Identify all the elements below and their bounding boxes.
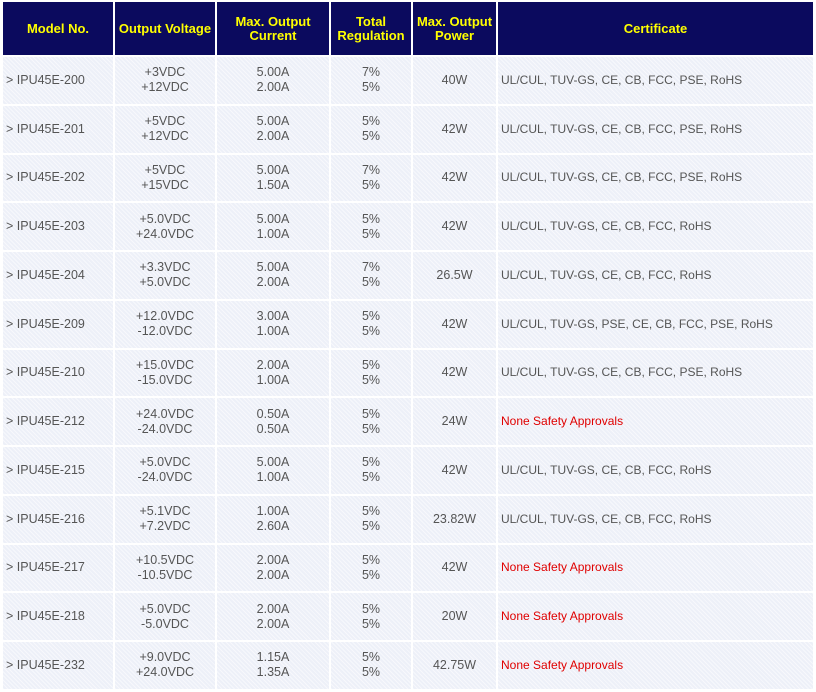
table-row (3, 350, 813, 397)
table-row (3, 301, 813, 348)
certificate-cell: UL/CUL, TUV-GS, CE, CB, FCC, RoHS (498, 252, 813, 299)
voltage-value-1: +5VDC (144, 162, 186, 177)
voltage-value-2: +12VDC (141, 80, 189, 95)
header-current-line-2: Current (249, 27, 297, 43)
header-row (3, 2, 813, 55)
regulation-value-1: 7% (361, 260, 381, 275)
voltage-value-2: +7.2VDC (139, 519, 191, 534)
model-link[interactable]: > IPU45E-216 (3, 496, 113, 543)
output-voltage-cell (115, 398, 215, 445)
header-max-output-power (413, 2, 496, 55)
output-power-cell: 42W (413, 106, 496, 153)
voltage-value-1: +10.5VDC (135, 552, 195, 567)
output-power-cell: 42W (413, 155, 496, 202)
voltage-value-2: -15.0VDC (137, 372, 193, 387)
voltage-value-1: +15.0VDC (135, 357, 195, 372)
current-value-1: 2.00A (256, 357, 290, 372)
certificate-cell: None Safety Approvals (498, 545, 813, 592)
certificate-cell: UL/CUL, TUV-GS, CE, CB, FCC, RoHS (498, 203, 813, 250)
regulation-value-1: 5% (361, 211, 381, 226)
output-voltage-cell (115, 447, 215, 494)
regulation-cell (331, 57, 411, 104)
regulation-value-2: 5% (361, 275, 381, 290)
model-link[interactable]: > IPU45E-215 (3, 447, 113, 494)
current-value-2: 2.00A (256, 275, 290, 290)
model-link[interactable]: > IPU45E-203 (3, 203, 113, 250)
voltage-value-1: +3VDC (144, 65, 186, 80)
current-value-1: 3.00A (256, 309, 290, 324)
current-value-1: 2.00A (256, 552, 290, 567)
regulation-cell (331, 155, 411, 202)
regulation-value-2: 5% (361, 226, 381, 241)
regulation-cell (331, 398, 411, 445)
output-power-cell: 40W (413, 57, 496, 104)
output-power-cell: 42.75W (413, 642, 496, 689)
current-value-2: 2.00A (256, 567, 290, 582)
regulation-value-2: 5% (361, 616, 381, 631)
output-power-cell: 42W (413, 301, 496, 348)
regulation-cell (331, 350, 411, 397)
header-regulation-line-2: Regulation (337, 27, 405, 43)
output-voltage-cell (115, 57, 215, 104)
current-value-2: 1.00A (256, 470, 290, 485)
certificate-cell: UL/CUL, TUV-GS, CE, CB, FCC, PSE, RoHS (498, 106, 813, 153)
output-current-cell (217, 203, 329, 250)
table-row (3, 545, 813, 592)
output-power-cell: 42W (413, 350, 496, 397)
voltage-value-1: +5.1VDC (139, 504, 191, 519)
current-value-1: 1.15A (256, 650, 290, 665)
model-link[interactable]: > IPU45E-218 (3, 593, 113, 640)
voltage-value-2: -24.0VDC (137, 421, 193, 436)
regulation-value-1: 5% (361, 114, 381, 129)
output-power-cell: 24W (413, 398, 496, 445)
regulation-value-1: 5% (361, 357, 381, 372)
current-value-1: 5.00A (256, 211, 290, 226)
output-voltage-cell (115, 301, 215, 348)
table-row (3, 593, 813, 640)
output-current-cell (217, 350, 329, 397)
voltage-value-1: +9.0VDC (139, 650, 191, 665)
output-current-cell (217, 155, 329, 202)
output-power-cell: 26.5W (413, 252, 496, 299)
output-current-cell (217, 545, 329, 592)
output-current-cell (217, 57, 329, 104)
output-voltage-cell (115, 496, 215, 543)
regulation-value-2: 5% (361, 372, 381, 387)
regulation-value-1: 5% (361, 455, 381, 470)
voltage-value-2: -5.0VDC (141, 616, 189, 631)
output-voltage-cell (115, 350, 215, 397)
regulation-cell (331, 203, 411, 250)
model-link[interactable]: > IPU45E-232 (3, 642, 113, 689)
header-max-output-current (217, 2, 329, 55)
model-link[interactable]: > IPU45E-204 (3, 252, 113, 299)
output-power-cell: 23.82W (413, 496, 496, 543)
current-value-2: 1.00A (256, 226, 290, 241)
table-row (3, 398, 813, 445)
header-power-line-1: Max. Output (416, 13, 493, 29)
table-row (3, 447, 813, 494)
table-row (3, 155, 813, 202)
header-certificate: Certificate (498, 2, 813, 55)
header-total-regulation (331, 2, 411, 55)
model-link[interactable]: > IPU45E-217 (3, 545, 113, 592)
regulation-value-1: 7% (361, 65, 381, 80)
table-row (3, 57, 813, 104)
output-current-cell (217, 642, 329, 689)
voltage-value-1: +5VDC (144, 114, 186, 129)
regulation-value-2: 5% (361, 567, 381, 582)
output-current-cell (217, 593, 329, 640)
certificate-cell: UL/CUL, TUV-GS, CE, CB, FCC, PSE, RoHS (498, 350, 813, 397)
certificate-cell: UL/CUL, TUV-GS, CE, CB, FCC, PSE, RoHS (498, 57, 813, 104)
current-value-2: 1.00A (256, 324, 290, 339)
regulation-value-2: 5% (361, 80, 381, 95)
model-link[interactable]: > IPU45E-210 (3, 350, 113, 397)
model-link[interactable]: > IPU45E-200 (3, 57, 113, 104)
current-value-1: 5.00A (256, 65, 290, 80)
voltage-value-1: +3.3VDC (139, 260, 191, 275)
regulation-value-1: 5% (361, 601, 381, 616)
current-value-2: 1.35A (256, 665, 290, 680)
regulation-value-1: 5% (361, 552, 381, 567)
output-current-cell (217, 106, 329, 153)
current-value-1: 2.00A (256, 601, 290, 616)
regulation-cell (331, 496, 411, 543)
current-value-1: 5.00A (256, 260, 290, 275)
model-link[interactable]: > IPU45E-209 (3, 301, 113, 348)
table-row (3, 106, 813, 153)
voltage-value-1: +5.0VDC (139, 211, 191, 226)
table-row (3, 642, 813, 689)
regulation-cell (331, 252, 411, 299)
voltage-value-1: +12.0VDC (135, 309, 195, 324)
output-power-cell: 42W (413, 447, 496, 494)
table-row (3, 496, 813, 543)
voltage-value-1: +5.0VDC (139, 455, 191, 470)
current-value-1: 0.50A (256, 406, 290, 421)
regulation-value-1: 5% (361, 504, 381, 519)
current-value-1: 5.00A (256, 162, 290, 177)
output-power-cell: 20W (413, 593, 496, 640)
voltage-value-2: -10.5VDC (137, 567, 193, 582)
certificate-cell: UL/CUL, TUV-GS, CE, CB, FCC, RoHS (498, 496, 813, 543)
output-voltage-cell (115, 252, 215, 299)
current-value-2: 2.00A (256, 129, 290, 144)
header-model-no: Model No. (3, 2, 113, 55)
certificate-cell: UL/CUL, TUV-GS, PSE, CE, CB, FCC, PSE, RoHS (498, 301, 813, 348)
regulation-value-1: 5% (361, 650, 381, 665)
current-value-2: 2.00A (256, 80, 290, 95)
voltage-value-2: -24.0VDC (137, 470, 193, 485)
certificate-cell: None Safety Approvals (498, 593, 813, 640)
voltage-value-2: +5.0VDC (139, 275, 191, 290)
regulation-value-2: 5% (361, 324, 381, 339)
output-current-cell (217, 447, 329, 494)
output-power-cell: 42W (413, 545, 496, 592)
current-value-1: 1.00A (256, 504, 290, 519)
voltage-value-2: +24.0VDC (135, 226, 195, 241)
voltage-value-2: +24.0VDC (135, 665, 195, 680)
header-current-line-1: Max. Output (235, 13, 311, 29)
current-value-2: 1.00A (256, 372, 290, 387)
output-current-cell (217, 398, 329, 445)
voltage-value-2: +12VDC (141, 129, 189, 144)
certificate-cell: UL/CUL, TUV-GS, CE, CB, FCC, PSE, RoHS (498, 155, 813, 202)
model-link[interactable]: > IPU45E-202 (3, 155, 113, 202)
regulation-cell (331, 642, 411, 689)
product-spec-table (1, 0, 815, 691)
regulation-value-1: 5% (361, 406, 381, 421)
regulation-cell (331, 545, 411, 592)
header-regulation-line-1: Total (355, 13, 387, 29)
output-voltage-cell (115, 155, 215, 202)
current-value-2: 2.00A (256, 616, 290, 631)
table-row (3, 252, 813, 299)
header-output-voltage: Output Voltage (115, 2, 215, 55)
regulation-value-1: 7% (361, 162, 381, 177)
regulation-value-2: 5% (361, 519, 381, 534)
certificate-cell: None Safety Approvals (498, 642, 813, 689)
output-voltage-cell (115, 593, 215, 640)
regulation-cell (331, 447, 411, 494)
current-value-1: 5.00A (256, 455, 290, 470)
output-current-cell (217, 252, 329, 299)
regulation-value-2: 5% (361, 665, 381, 680)
voltage-value-1: +5.0VDC (139, 601, 191, 616)
regulation-cell (331, 593, 411, 640)
voltage-value-1: +24.0VDC (135, 406, 195, 421)
model-link[interactable]: > IPU45E-212 (3, 398, 113, 445)
regulation-value-2: 5% (361, 177, 381, 192)
certificate-cell: UL/CUL, TUV-GS, CE, CB, FCC, RoHS (498, 447, 813, 494)
current-value-2: 2.60A (256, 519, 290, 534)
current-value-2: 1.50A (256, 177, 290, 192)
regulation-value-2: 5% (361, 470, 381, 485)
table-body (3, 57, 813, 689)
output-voltage-cell (115, 106, 215, 153)
model-link[interactable]: > IPU45E-201 (3, 106, 113, 153)
certificate-cell: None Safety Approvals (498, 398, 813, 445)
table-row (3, 203, 813, 250)
output-voltage-cell (115, 642, 215, 689)
output-voltage-cell (115, 545, 215, 592)
regulation-value-2: 5% (361, 129, 381, 144)
current-value-2: 0.50A (256, 421, 290, 436)
voltage-value-2: +15VDC (141, 177, 189, 192)
regulation-cell (331, 106, 411, 153)
output-power-cell: 42W (413, 203, 496, 250)
voltage-value-2: -12.0VDC (137, 324, 193, 339)
output-current-cell (217, 301, 329, 348)
output-current-cell (217, 496, 329, 543)
header-power-line-2: Power (434, 27, 474, 43)
regulation-value-2: 5% (361, 421, 381, 436)
regulation-value-1: 5% (361, 309, 381, 324)
regulation-cell (331, 301, 411, 348)
output-voltage-cell (115, 203, 215, 250)
current-value-1: 5.00A (256, 114, 290, 129)
